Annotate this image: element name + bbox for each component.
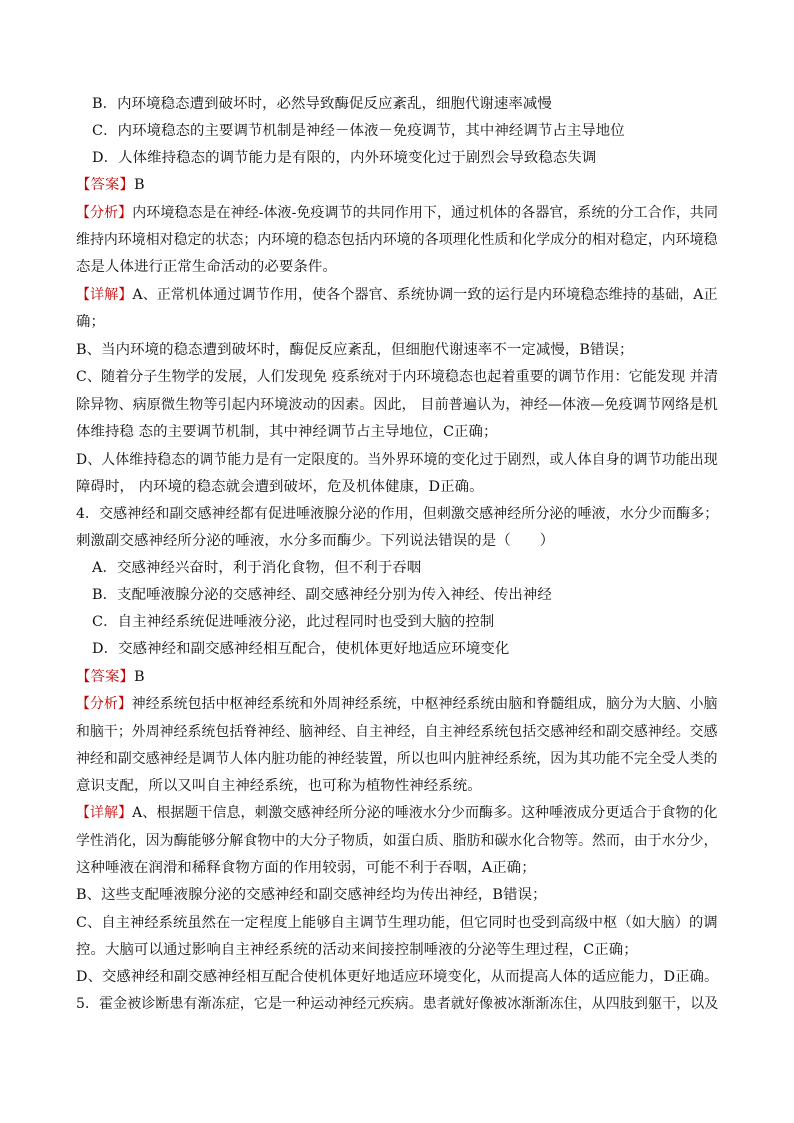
answer-tag: 【答案】 xyxy=(76,177,134,193)
q3-analysis-line-2: 维持内环境相对稳定的状态；内环境的稳态包括内环境的各项理化性质和化学成分的相对稳定，内环境稳 xyxy=(76,232,718,248)
q3-detail-line-3: B、当内环境的稳态遭到破坏时，酶促反应紊乱，但细胞代谢速率不一定减慢，B错误； xyxy=(76,342,634,358)
q4-option-a: A．交感神经兴奋时，利于消化食物，但不利于吞咽 xyxy=(92,560,422,576)
answer-tag: 【答案】 xyxy=(76,669,134,685)
q4-detail-line-4: B、这些支配唾液腺分泌的交感神经和副交感神经均为传出神经，B错误； xyxy=(76,887,547,903)
q4-detail-line-3: 这种唾液在润滑和稀释食物方面的作用较弱，可能不利于吞咽，A正确； xyxy=(76,860,536,876)
q4-detail-line-1 xyxy=(76,803,718,823)
q3-detail-line-4: C、随着分子生物学的发展，人们发现免 疫系统对于内环境稳态也起着重要的调节作用：它能发现 并清 xyxy=(76,369,719,385)
q3-option-c: C．内环境稳态的主要调节机制是神经－体液－免疫调节，其中神经调节占主导地位 xyxy=(92,123,625,139)
q4-option-d: D．交感神经和副交感神经相互配合，使机体更好地适应环境变化 xyxy=(92,641,510,657)
analysis-tag: 【分析】 xyxy=(76,696,132,712)
detail-tag: 【详解】 xyxy=(76,287,133,303)
answer-value: B xyxy=(133,177,145,193)
detail-tag: 【详解】 xyxy=(76,805,133,821)
q4-option-c: C．自主神经系统促进唾液分泌，此过程同时也受到大脑的控制 xyxy=(92,614,495,630)
q3-answer xyxy=(76,175,145,195)
q4-analysis-line-2: 和脑干；外周神经系统包括脊神经、脑神经、自主神经，自主神经系统包括交感神经和副交感神经。交感 xyxy=(76,724,718,740)
q4-analysis-line-1 xyxy=(76,694,718,714)
analysis-text: 内环境稳态是在神经-体液-免疫调节的共同作用下，通过机体的各器官，系统的分工合作，共同 xyxy=(132,205,719,221)
q4-detail-line-5: C、自主神经系统虽然在一定程度上能够自主调节生理功能，但它同时也受到高级中枢（如大脑）的调 xyxy=(76,915,718,931)
q3-detail-line-8: 障碍时， 内环境的稳态就会遭到破坏，危及机体健康，D正确。 xyxy=(76,479,484,495)
q5-stem-line-1: 5．霍金被诊断患有渐冻症，它是一种运动神经元疾病。患者就好像被冰渐渐冻住，从四肢到躯干，以及 xyxy=(76,996,719,1012)
q3-detail-line-5: 除异物、病原微生物等引起内环境波动的因素。因此， 目前普遍认为，神经—体液—免疫调节网络是机 xyxy=(76,397,718,413)
q4-analysis-line-4: 意识支配，所以又叫自主神经系统，也可称为植物性神经系统。 xyxy=(76,778,482,794)
q4-detail-line-7: D、交感神经和副交感神经相互配合使机体更好地适应环境变化，从而提高人体的适应能力，D正确。 xyxy=(76,969,719,985)
analysis-text: 神经系统包括中枢神经系统和外周神经系统，中枢神经系统由脑和脊髓组成，脑分为大脑、小脑 xyxy=(131,696,718,712)
q3-analysis-line-3: 态是人体进行正常生命活动的必要条件。 xyxy=(76,259,337,275)
q4-analysis-line-3: 神经和副交感神经是调节人体内脏功能的神经装置，所以也叫内脏神经系统，因为其功能不完全受人类的 xyxy=(76,751,718,767)
q4-detail-line-2: 学性消化，因为酶能够分解食物中的大分子物质，如蛋白质、脂肪和碳水化合物等。然而，由于水分少， xyxy=(76,833,718,849)
q4-stem-line-1: 4．交感神经和副交感神经都有促进唾液腺分泌的作用，但刺激交感神经所分泌的唾液，水分少而酶多； xyxy=(76,506,719,522)
q3-option-b: B．内环境稳态遭到破坏时，必然导致酶促反应紊乱，细胞代谢速率减慢 xyxy=(92,96,552,112)
q4-detail-line-6: 控。大脑可以通过影响自主神经系统的活动来间接控制唾液的分泌等生理过程，C正确； xyxy=(76,942,638,958)
detail-text: A、正常机体通过调节作用，使各个器官、系统协调一致的运行是内环境稳态维持的基础，A正 xyxy=(132,287,718,303)
q3-detail-line-7: D、人体维持稳态的调节能力是有一定限度的。当外界环境的变化过于剧烈，或人体自身的调节功能出现 xyxy=(76,452,718,468)
q4-answer xyxy=(76,667,145,687)
q3-option-d: D．人体维持稳态的调节能力是有限的，内外环境变化过于剧烈会导致稳态失调 xyxy=(92,150,597,166)
detail-text: A、根据题干信息，刺激交感神经所分泌的唾液水分少而酶多。这种唾液成分更适合于食物的化 xyxy=(132,805,718,821)
q3-detail-line-2: 确； xyxy=(76,314,105,330)
analysis-tag: 【分析】 xyxy=(76,205,133,221)
q4-option-b: B．支配唾液腺分泌的交感神经、副交感神经分别为传入神经、传出神经 xyxy=(92,587,552,603)
answer-value: B xyxy=(133,669,145,685)
q3-analysis-line-1 xyxy=(76,203,718,223)
q4-stem-line-2: 刺激副交感神经所分泌的唾液，水分多而酶少。下列说法错误的是（ ） xyxy=(76,533,555,549)
q3-detail-line-6: 体维持稳 态的主要调节机制，其中神经调节占主导地位，C正确； xyxy=(76,424,498,440)
q3-detail-line-1 xyxy=(76,285,718,305)
